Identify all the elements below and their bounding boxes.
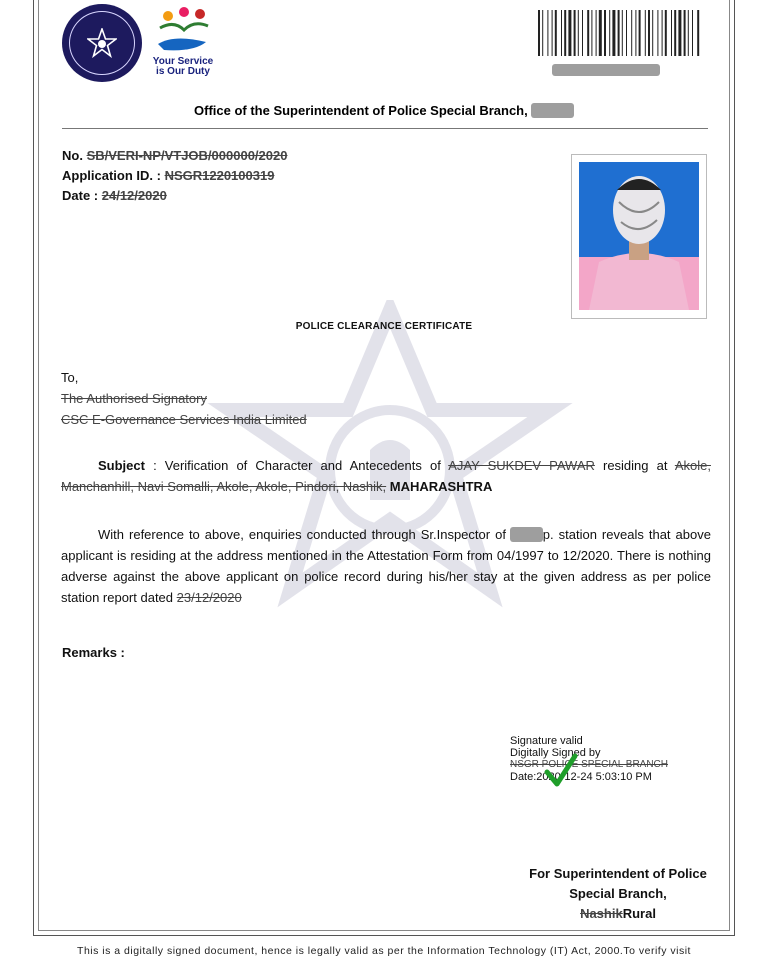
service-tagline xyxy=(148,57,218,77)
subject-paragraph xyxy=(61,455,711,497)
signature-date: Date:2020-12-24 5:03:10 PM xyxy=(510,771,652,783)
application-id-value: NSGR1220100319 xyxy=(164,168,275,183)
subject-text: : Verification of Character and Antecedents of xyxy=(153,458,441,473)
police-station-redacted xyxy=(510,527,543,542)
certificate-title: POLICE CLEARANCE CERTIFICATE xyxy=(295,321,473,332)
signoff-line-1: For Superintendent of Police xyxy=(529,866,707,881)
paragraph-part-2: p. station reveals that above applicant is residing at the address mentioned in the Attestation Form from 04/1997 to 12/2020. There is nothing adverse against the above applicant on police record during his/her stay at the given address as per police station report dated xyxy=(61,527,711,605)
applicant-photo xyxy=(579,162,699,310)
subject-label: Subject xyxy=(98,458,145,473)
signature-valid-text: Signature valid xyxy=(510,735,583,747)
header-divider xyxy=(62,128,708,129)
applicant-state: MAHARASHTRA xyxy=(389,479,493,494)
signed-by-label: Digitally Signed by xyxy=(510,747,601,759)
signoff-line-2: Special Branch, xyxy=(569,886,667,901)
star-emblem-icon xyxy=(87,28,117,58)
office-title: Office of the Superintendent of Police Special Branch, xyxy=(0,103,768,118)
addressee-line-2: CSC E-Governance Services India Limited xyxy=(61,412,307,427)
addressee-block xyxy=(61,367,307,430)
application-id: Application ID. : NSGR1220100319 xyxy=(62,168,275,183)
remarks-label: Remarks : xyxy=(62,645,125,660)
tagline-line-2: is Our Duty xyxy=(156,66,210,77)
subject-residing: residing at xyxy=(602,458,668,473)
issue-date-value: 24/12/2020 xyxy=(101,188,167,203)
signoff-suffix: Rural xyxy=(622,906,656,921)
digital-signature-block xyxy=(510,735,668,783)
office-place-redacted xyxy=(531,103,574,118)
applicant-name-redacted: AJAY SUKDEV PAWAR xyxy=(448,458,595,473)
signoff-line-3 xyxy=(520,904,716,924)
tagline-line-1: Your Service xyxy=(152,56,214,67)
report-date-redacted: 23/12/2020 xyxy=(176,590,242,605)
addressee-to: To, xyxy=(61,370,79,385)
applicant-address-redacted: Akole, Manchanhill, Navi Somalli, Akole, Akole, Pindori, Nashik, xyxy=(61,458,711,494)
applicant-photo-frame xyxy=(571,154,707,319)
paragraph-part-1: With reference to above, enquiries conducted through Sr.Inspector of xyxy=(98,527,506,542)
certificate-number: No. SB/VERI-NP/VTJOB/000000/2020 xyxy=(62,148,288,163)
certificate-number-value: SB/VERI-NP/VTJOB/000000/2020 xyxy=(86,148,288,163)
signer-name-redacted: NSGR POLICE SPECIAL BRANCH xyxy=(510,759,669,770)
police-seal-logo xyxy=(62,4,142,82)
barcode-number xyxy=(552,64,660,76)
signoff-block xyxy=(520,864,716,924)
service-duty-logo xyxy=(154,4,212,56)
signature-valid-check-icon xyxy=(544,752,578,790)
footer-note: This is a digitally signed document, hence is legally valid as per the Information Technology (IT) Act, 2000.To verify visit xyxy=(77,945,691,957)
issue-date: Date : 24/12/2020 xyxy=(62,188,167,203)
barcode xyxy=(538,10,702,56)
signoff-place-redacted: Nashik xyxy=(580,906,623,921)
addressee-line-1: The Authorised Signatory xyxy=(61,391,207,406)
verification-paragraph xyxy=(61,524,711,608)
